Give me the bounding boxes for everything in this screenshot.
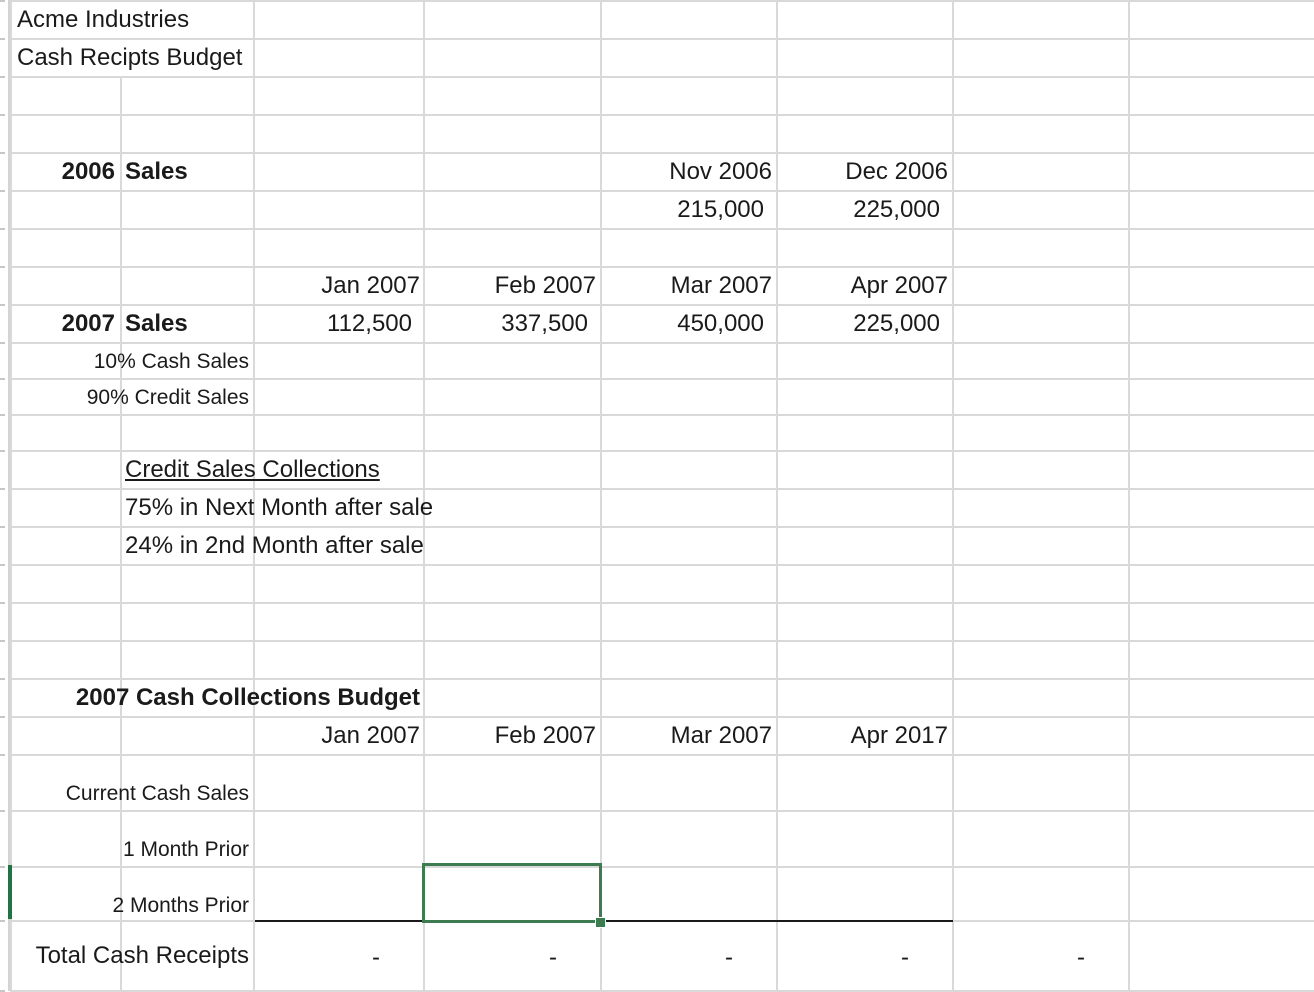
collections-policy-heading[interactable]: Credit Sales Collections (125, 456, 380, 483)
total-rule-jan (255, 920, 422, 922)
total-rule-mar-apr (602, 920, 953, 922)
row-header-tick (0, 716, 5, 718)
month-header-nov-2006[interactable]: Nov 2006 (669, 158, 772, 185)
column-gridline (600, 0, 602, 991)
row-header-tick (0, 754, 5, 756)
row-header-tick (0, 678, 5, 680)
selected-cell[interactable] (422, 863, 602, 923)
row-header-tick (0, 920, 5, 922)
row-header-tick (0, 190, 5, 192)
column-gridline (776, 0, 778, 991)
row-header-tick (0, 488, 5, 490)
row-gridline (10, 810, 1314, 812)
row-header-tick (0, 38, 5, 40)
row-header-tick (0, 640, 5, 642)
budget-month-jan-2007[interactable]: Jan 2007 (321, 722, 420, 749)
row-header-strip[interactable] (0, 0, 10, 991)
one-month-prior-label[interactable]: 1 Month Prior (122, 837, 249, 861)
report-title-cell[interactable]: Cash Recipts Budget (17, 44, 243, 71)
sales-2006-year-cell[interactable]: 2006 (61, 158, 115, 185)
month-header-mar-2007[interactable]: Mar 2007 (670, 272, 772, 299)
row-header-tick (0, 304, 5, 306)
row-gridline (10, 754, 1314, 756)
sales-value-dec-2006[interactable]: 225,000 (853, 196, 940, 223)
row-header-tick (0, 602, 5, 604)
row-gridline (10, 602, 1314, 604)
month-header-apr-2007[interactable]: Apr 2007 (850, 272, 948, 299)
row-gridline (10, 564, 1314, 566)
month-header-feb-2007[interactable]: Feb 2007 (494, 272, 596, 299)
row-gridline (10, 640, 1314, 642)
cash-sales-pct-cell[interactable]: 10% Cash Sales (93, 349, 249, 373)
row-header-tick (0, 76, 5, 78)
row-header-tick (0, 378, 5, 380)
collections-second-month-cell[interactable]: 24% in 2nd Month after sale (125, 532, 424, 559)
row-header-tick (0, 152, 5, 154)
collections-next-month-cell[interactable]: 75% in Next Month after sale (125, 494, 434, 521)
two-months-prior-label[interactable]: 2 Months Prior (112, 893, 249, 917)
sales-value-nov-2006[interactable]: 215,000 (677, 196, 764, 223)
total-apr-2017[interactable]: - (901, 944, 909, 971)
row-header-tick (0, 342, 5, 344)
total-extra-column[interactable]: - (1077, 944, 1085, 971)
budget-month-mar-2007[interactable]: Mar 2007 (670, 722, 772, 749)
row-gridline (10, 414, 1314, 416)
budget-month-apr-2017[interactable]: Apr 2017 (850, 722, 948, 749)
row-header-tick (0, 450, 5, 452)
current-cash-sales-label[interactable]: Current Cash Sales (65, 781, 249, 805)
row-header-tick (0, 266, 5, 268)
budget-title-cell[interactable]: 2007 Cash Collections Budget (75, 684, 420, 711)
row-header-tick (0, 228, 5, 230)
total-feb-2007[interactable]: - (549, 944, 557, 971)
row-header-tick (0, 564, 5, 566)
row-gridline (10, 866, 1314, 868)
column-gridline (952, 0, 954, 991)
total-jan-2007[interactable]: - (372, 944, 380, 971)
row-gridline (10, 114, 1314, 116)
row-header-tick (0, 866, 5, 868)
sales-value-apr-2007[interactable]: 225,000 (853, 310, 940, 337)
sales-value-mar-2007[interactable]: 450,000 (677, 310, 764, 337)
sales-2007-year-cell[interactable]: 2007 (61, 310, 115, 337)
row-header-tick (0, 0, 5, 2)
total-cash-receipts-label[interactable]: Total Cash Receipts (35, 942, 249, 969)
row-gridline (10, 76, 1314, 78)
month-header-jan-2007[interactable]: Jan 2007 (321, 272, 420, 299)
sales-value-feb-2007[interactable]: 337,500 (501, 310, 588, 337)
sales-2007-label-cell[interactable]: Sales (125, 310, 188, 337)
month-header-dec-2006[interactable]: Dec 2006 (845, 158, 948, 185)
fill-handle[interactable] (595, 917, 606, 928)
row-gridline (10, 228, 1314, 230)
column-gridline (1128, 0, 1130, 991)
company-name-cell[interactable]: Acme Industries (17, 6, 190, 33)
total-mar-2007[interactable]: - (725, 944, 733, 971)
row-header-tick (0, 414, 5, 416)
credit-sales-pct-cell[interactable]: 90% Credit Sales (86, 385, 249, 409)
sales-2006-label-cell[interactable]: Sales (125, 158, 188, 185)
row-header-tick (0, 114, 5, 116)
sales-value-jan-2007[interactable]: 112,500 (327, 310, 412, 337)
budget-month-feb-2007[interactable]: Feb 2007 (494, 722, 596, 749)
row-header-tick (0, 526, 5, 528)
row-header-tick (0, 810, 5, 812)
